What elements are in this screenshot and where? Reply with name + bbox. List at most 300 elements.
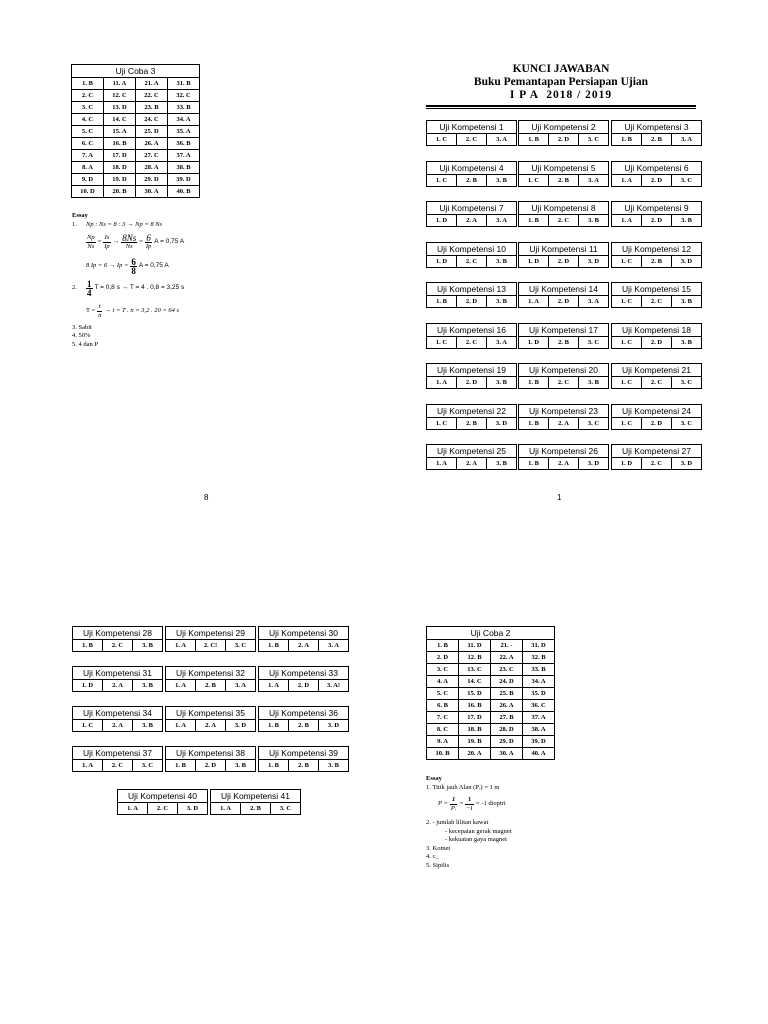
answer-cell: 28. A [136,162,168,174]
kompetensi-title: Uji Kompetensi 32 [166,667,255,680]
answer-cell: 13. D [104,102,136,114]
answer-cell: 2. A [549,418,579,429]
uji-coba-3-row [72,186,200,198]
kompetensi-box [518,120,609,146]
answer-cell: 16. B [459,700,491,712]
answer-cell: 2. C [457,256,487,267]
uji-coba-2-row [427,688,555,700]
answer-cell: 1. A [612,175,642,186]
answer-cell: 1. A [427,377,457,388]
answer-cell: 1. A [612,215,642,226]
essay-result: = -1 dioptri [476,799,506,807]
answer-cell: 23. C [491,664,523,676]
kompetensi-box [426,444,517,470]
answer-cell: 18. B [459,724,491,736]
answer-cell: 33. B [168,102,200,114]
answer-cell: 1. A [519,296,549,307]
frac-num: 8Ns [122,233,137,243]
answer-cell: 21. - [491,640,523,652]
kompetensi-title: Uji Kompetensi 13 [427,283,516,296]
kompetensi-title: Uji Kompetensi 8 [519,202,608,215]
kompetensi-answers [519,418,608,429]
answer-cell: 20. A [459,748,491,760]
answer-cell: 15. D [459,688,491,700]
answer-cell: 21. A [136,78,168,90]
kompetensi-box [258,706,349,732]
answer-cell: 2. A [289,640,319,651]
answer-cell: 3. C [72,102,104,114]
essay-equation: P = $\frac{1}{\text{Pᵣ}}$ = $\frac{1}{-1}$ = -1 dioptri [438,795,506,812]
kompetensi-box [426,120,517,146]
answer-cell: 3. A [681,136,692,143]
answer-cell: 2. B [289,720,319,731]
kompetensi-answers [427,256,516,267]
answer-cell: 1. C [73,720,103,731]
kompetensi-title: Uji Kompetensi 5 [519,162,608,175]
essay-equation [72,278,372,300]
answer-cell: 3. C [279,805,292,812]
kompetensi-box [611,120,702,146]
essay-equation [86,256,372,278]
kompetensi-title: Uji Kompetensi 37 [73,747,162,760]
answer-cell: 3. C [587,419,600,427]
answer-cell: 1. A [166,680,196,691]
kompetensi-box [611,242,702,268]
kompetensi-title: Uji Kompetensi 7 [427,202,516,215]
frac-den: 4 [87,288,92,298]
uji-coba-3-row [72,114,200,126]
uji-coba-2-row [427,736,555,748]
essay-line: → t = T . n = 3,2 . 20 = 64 s [104,307,180,315]
essay-line: 3. Komet [426,844,451,852]
answer-cell: 40. A [523,748,555,760]
uji-coba-2-essay [426,775,726,870]
essay-heading: Essay [426,775,442,782]
answer-cell: 4. C [72,114,104,126]
uji-coba-2-row [427,664,555,676]
kompetensi-answers [73,760,162,771]
answer-cell: 24. C [136,114,168,126]
answer-cell: 1. C [519,175,549,186]
answer-cell: 1. D [427,215,457,226]
essay-number: 1. [72,220,77,228]
kompetensi-answers [427,418,516,429]
frac-den: Ns [125,243,133,250]
frac-num: Np [87,234,95,241]
answer-cell: 16. B [104,138,136,150]
answer-cell: 1. A [166,720,196,731]
answer-cell: 1. A [166,640,196,651]
kompetensi-box [611,201,702,227]
kompetensi-answers [259,760,348,771]
kompetensi-title: Uji Kompetensi 34 [73,707,162,720]
answer-cell: 1. B [259,640,289,651]
answer-cell: 2. D [642,215,672,226]
uji-coba-3-row [72,150,200,162]
kompetensi-title: Uji Kompetensi 16 [427,324,516,337]
kompetensi-box [72,626,163,652]
frac-num: Is [104,234,110,241]
answer-cell: 30. A [491,748,523,760]
uji-coba-2-table [426,626,555,760]
answer-cell: 2. B [457,418,487,429]
kompetensi-answers [427,458,516,469]
answer-cell: 3. D [587,460,600,467]
kompetensi-box [611,363,702,389]
answer-key-header [426,63,696,109]
kompetensi-title: Uji Kompetensi 19 [427,364,516,377]
kompetensi-answers [612,175,701,186]
kompetensi-title: Uji Kompetensi 18 [612,324,701,337]
kompetensi-title: Uji Kompetensi 26 [519,445,608,458]
answer-cell: 24. D [491,676,523,688]
answer-cell: 2. B [457,175,487,186]
answer-cell: 1. C [427,134,457,145]
kompetensi-answers [427,175,516,186]
answer-cell: 2. C [103,640,133,651]
essay-line: 1. Titik jauh Alan (Pᵣ) = 1 m [426,783,500,791]
answer-cell: 19. B [459,736,491,748]
kompetensi-answers [166,720,255,731]
kompetensi-title: Uji Kompetensi 2 [519,121,608,134]
answer-cell: 1. D [519,337,549,348]
kompetensi-title: Uji Kompetensi 41 [211,790,300,803]
kompetensi-title: Uji Kompetensi 12 [612,243,701,256]
uji-coba-3-row [72,174,200,186]
essay-equation [86,300,372,324]
kompetensi-title: Uji Kompetensi 14 [519,283,608,296]
answer-cell: 26. A [136,138,168,150]
kompetensi-answers [427,337,516,348]
header-title: KUNCI JAWABAN [512,63,610,75]
answer-cell: 2. B [241,803,271,814]
answer-cell: 1. B [519,418,549,429]
answer-cell: 27. B [491,712,523,724]
uji-coba-3-row [72,126,200,138]
answer-cell: 3. B [496,176,507,184]
answer-cell: 8. C [427,724,459,736]
kompetensi-answers [612,337,701,348]
answer-cell: 31. D [523,640,555,652]
kompetensi-answers [519,458,608,469]
essay-line: 8 Ip = 6 → Ip = [86,262,129,270]
answer-cell: 3. C [587,136,600,143]
answer-cell: 3. A [496,217,507,224]
answer-cell: 2. C [642,296,672,307]
answer-cell: 1. C [427,337,457,348]
answer-cell: 5. C [72,126,104,138]
kompetensi-box [518,404,609,430]
answer-cell: 35. D [523,688,555,700]
uji-coba-3-row [72,90,200,102]
kompetensi-title: Uji Kompetensi 9 [612,202,701,215]
essay-line: 2. - jumlah lilitan kawat [426,819,489,826]
essay-heading: Essay [72,212,88,219]
answer-cell: 23. B [136,102,168,114]
kompetensi-title: Uji Kompetensi 1 [427,121,516,134]
answer-cell: 15. A [104,126,136,138]
kompetensi-title: Uji Kompetensi 21 [612,364,701,377]
kompetensi-answers [427,134,516,145]
answer-cell: 3. C [141,762,154,769]
answer-cell: 2. B [642,134,672,145]
answer-cell: 19. D [104,174,136,186]
answer-cell: 2. C [549,215,579,226]
answer-cell: 3. A [496,136,507,143]
kompetensi-answers [427,296,516,307]
kompetensi-answers [612,215,701,226]
answer-cell: 9. A [427,736,459,748]
answer-cell: 2. C [148,803,178,814]
header-rule [426,108,696,109]
frac-den: Ns [87,243,95,250]
answer-cell: 1. B [166,760,196,771]
essay-line: 5. 4 dan P [72,340,98,348]
answer-cell: 8. A [72,162,104,174]
answer-cell: 2. D [642,418,672,429]
answer-cell: 3. D [587,257,600,265]
page-number-right: 1 [557,493,562,502]
answer-cell: 1. B [612,134,642,145]
kompetensi-title: Uji Kompetensi 31 [73,667,162,680]
kompetensi-title: Uji Kompetensi 10 [427,243,516,256]
answer-cell: 2. A [103,720,133,731]
kompetensi-answers [259,640,348,651]
kompetensi-answers [166,640,255,651]
answer-cell: 2. B [289,760,319,771]
kompetensi-title: Uji Kompetensi 27 [612,445,701,458]
essay-line: 4. c_ [426,853,439,860]
kompetensi-box [611,444,702,470]
kompetensi-box [258,746,349,772]
answer-cell: 1. B [519,377,549,388]
answer-cell: 28. D [491,724,523,736]
answer-cell: 27. C [136,150,168,162]
answer-cell: 36. B [168,138,200,150]
answer-cell: 3. B [681,338,692,346]
kompetensi-box [165,626,256,652]
essay-line: - kecepatan gerak magnet [445,827,512,835]
essay-line: T = 0,8 s → T = 4 . 0,8 = 3,25 s [94,284,185,292]
answer-cell: 29. D [491,736,523,748]
kompetensi-title: Uji Kompetensi 40 [118,790,207,803]
answer-cell: 1. B [519,215,549,226]
kompetensi-title: Uji Kompetensi 17 [519,324,608,337]
uji-coba-2-row [427,724,555,736]
kompetensi-box [72,706,163,732]
kompetensi-answers [259,720,348,731]
answer-cell: 37. A [168,150,200,162]
kompetensi-answers [519,337,608,348]
kompetensi-answers [519,175,608,186]
answer-cell: 34. A [523,676,555,688]
kompetensi-box [72,746,163,772]
answer-cell: 11. D [459,640,491,652]
answer-cell: 1. A [259,680,289,691]
answer-cell: 3. A! [327,682,340,689]
uji-coba-3-row [72,102,200,114]
answer-cell: 2. A [196,720,226,731]
answer-cell: 3. B [496,460,507,467]
uji-coba-2-row [427,700,555,712]
essay-line: 4. 50% [72,332,91,339]
page-number-left: 8 [204,493,209,502]
kompetensi-title: Uji Kompetensi 15 [612,283,701,296]
uji-coba-3-row [72,138,200,150]
answer-cell: 2. A [103,680,133,691]
answer-cell: 12. C [104,90,136,102]
answer-cell: 1. C [612,256,642,267]
answer-cell: 1. A [427,458,457,469]
frac-den: n [98,312,102,319]
kompetensi-title: Uji Kompetensi 24 [612,405,701,418]
kompetensi-box [518,444,609,470]
answer-cell: 3. B [496,298,507,305]
kompetensi-answers [118,803,207,814]
kompetensi-box [518,161,609,187]
kompetensi-box [165,746,256,772]
uji-coba-2-row [427,652,555,664]
kompetensi-title: Uji Kompetensi 36 [259,707,348,720]
answer-cell: 18. D [104,162,136,174]
uji-coba-2-row [427,748,555,760]
essay-result: A = 0,75 A [154,238,185,246]
answer-cell: 1. A [73,760,103,771]
answer-cell: 1. B [427,296,457,307]
answer-cell: 3. B [681,217,692,224]
answer-cell: 1. C [427,418,457,429]
answer-cell: 29. D [136,174,168,186]
uji-coba-3-title: Uji Coba 3 [72,65,200,78]
answer-cell: 2. D [427,652,459,664]
kompetensi-box [518,323,609,349]
kompetensi-box [518,201,609,227]
answer-cell: 11. A [104,78,136,90]
frac-den: Ip [145,243,152,250]
answer-cell: 2. A [457,458,487,469]
answer-cell: 3. A [496,338,507,346]
answer-cell: 3. D [680,257,693,265]
kompetensi-box [611,404,702,430]
kompetensi-answers [427,377,516,388]
answer-cell: 1. C [612,418,642,429]
frac-num: 6 [131,257,136,267]
kompetensi-answers [427,215,516,226]
answer-cell: 2. B [196,680,226,691]
answer-cell: 33. B [523,664,555,676]
essay-equation: $\frac{Np}{Ns}$ = $\frac{Is}{Ip}$ → $\frac{8Ns}{Ns}$ = $\frac{6}{Ip}$ A = 0,75 A [87,233,185,250]
kompetensi-answers [211,803,300,814]
kompetensi-answers [73,720,162,731]
answer-cell: 3. D [327,722,340,729]
answer-cell: 1. B [73,640,103,651]
answer-cell: 1. D [519,256,549,267]
kompetensi-box [258,626,349,652]
answer-cell: 36. C [523,700,555,712]
answer-cell: 2. C [549,377,579,388]
frac-den: Pᵣ [450,804,457,812]
header-year: I P A 2018 / 2019 [509,89,613,101]
kompetensi-box [518,242,609,268]
answer-cell: 1. A [118,803,148,814]
answer-cell: 2. C [103,760,133,771]
kompetensi-title: Uji Kompetensi 6 [612,162,701,175]
answer-cell: 14. C [459,676,491,688]
kompetensi-title: Uji Kompetensi 23 [519,405,608,418]
answer-cell: 2. D [457,296,487,307]
kompetensi-box [165,666,256,692]
answer-cell: 3. B [235,762,246,769]
answer-cell: 2. D [289,680,319,691]
kompetensi-title: Uji Kompetensi 4 [427,162,516,175]
answer-cell: 3. C [234,642,247,649]
answer-cell: 3. B [496,379,507,386]
answer-cell: 2. B [642,256,672,267]
essay-line: - kekuatan gaya magnet [445,836,507,843]
kompetensi-answers [612,458,701,469]
kompetensi-answers [73,640,162,651]
kompetensi-answers [519,377,608,388]
answer-cell: 10. D [72,186,104,198]
kompetensi-answers [612,296,701,307]
answer-cell: 2. A [549,458,579,469]
answer-cell: 1. A [211,803,241,814]
answer-cell: 3. A [588,298,599,305]
kompetensi-answers [73,680,162,691]
essay-line: P = [438,799,448,807]
kompetensi-title: Uji Kompetensi 3 [612,121,701,134]
uji-coba-3-essay [72,212,372,349]
answer-cell: 3. B [681,298,692,305]
essay-line: 3. Sabit [72,323,92,331]
answer-cell: 12. B [459,652,491,664]
answer-cell: 1. D [73,680,103,691]
answer-cell: 39. D [523,736,555,748]
answer-cell: 2. C [72,90,104,102]
header-subtitle: Buku Pemantapan Persiapan Ujian [473,76,649,88]
answer-cell: 3. B [496,257,507,265]
kompetensi-box [426,201,517,227]
answer-cell: 1. B [519,134,549,145]
answer-cell: 3. A [588,176,599,184]
answer-cell: 3. B [142,682,153,689]
kompetensi-box [165,706,256,732]
uji-coba-2-title: Uji Coba 2 [427,627,555,640]
kompetensi-title: Uji Kompetensi 20 [519,364,608,377]
kompetensi-answers [612,377,701,388]
answer-cell: 2. C [642,377,672,388]
answer-cell: 3. B [142,642,153,649]
answer-cell: 35. A [168,126,200,138]
answer-cell: 9. D [72,174,104,186]
kompetensi-answers [519,134,608,145]
answer-cell: 1. C [427,175,457,186]
answer-cell: 34. A [168,114,200,126]
answer-cell: 25. B [491,688,523,700]
answer-cell: 2. D [549,256,579,267]
kompetensi-title: Uji Kompetensi 11 [519,243,608,256]
kompetensi-title: Uji Kompetensi 38 [166,747,255,760]
answer-cell: 3. C [680,419,693,427]
answer-cell: 2. C [457,134,487,145]
kompetensi-title: Uji Kompetensi 39 [259,747,348,760]
kompetensi-box [518,363,609,389]
answer-cell: 1. B [519,458,549,469]
answer-cell: 5. C [427,688,459,700]
answer-cell: 6. C [72,138,104,150]
answer-cell: 22. C [136,90,168,102]
kompetensi-box [426,323,517,349]
